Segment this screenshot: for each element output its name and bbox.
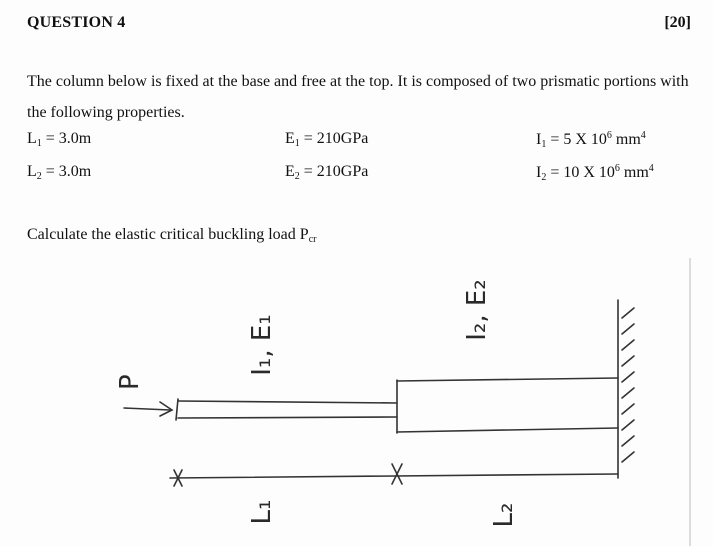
task-statement: Calculate the elastic critical buckling load $P_{cr}$ [27,226,317,245]
load-arrow [124,402,172,416]
load-label: P [115,374,145,390]
column-diagram [0,250,713,546]
length-2: $L_2 = 3.0m$ [27,163,92,182]
inertia-1: $I_1 = 5$ X $10^6$ $mm^4$ [536,130,646,150]
fixed-support [618,300,634,478]
column-segment-2 [397,378,618,433]
inertia-2: $I_2 = 10$ X $10^6$ $mm^4$ [536,163,654,183]
segment-2-label: I₂, E₂ [462,279,492,341]
modulus-2: $E_2 = 210GPa$ [285,163,369,182]
segment-1-label: I₁, E₁ [247,314,277,376]
modulus-1: $E_1 = 210GPa$ [285,130,369,149]
problem-statement: The column below is fixed at the base and free at the top. It is composed of two prismatic portions with the following properties. [27,73,689,121]
dimension-line [170,464,618,486]
question-marks: [20] [664,14,691,31]
column-segment-1 [176,399,397,420]
question-title: QUESTION 4 [27,14,126,31]
length-1: $L_1 = 3.0m$ [27,130,92,149]
length-1-label: L₁ [247,499,277,525]
length-2-label: L₂ [489,502,519,528]
